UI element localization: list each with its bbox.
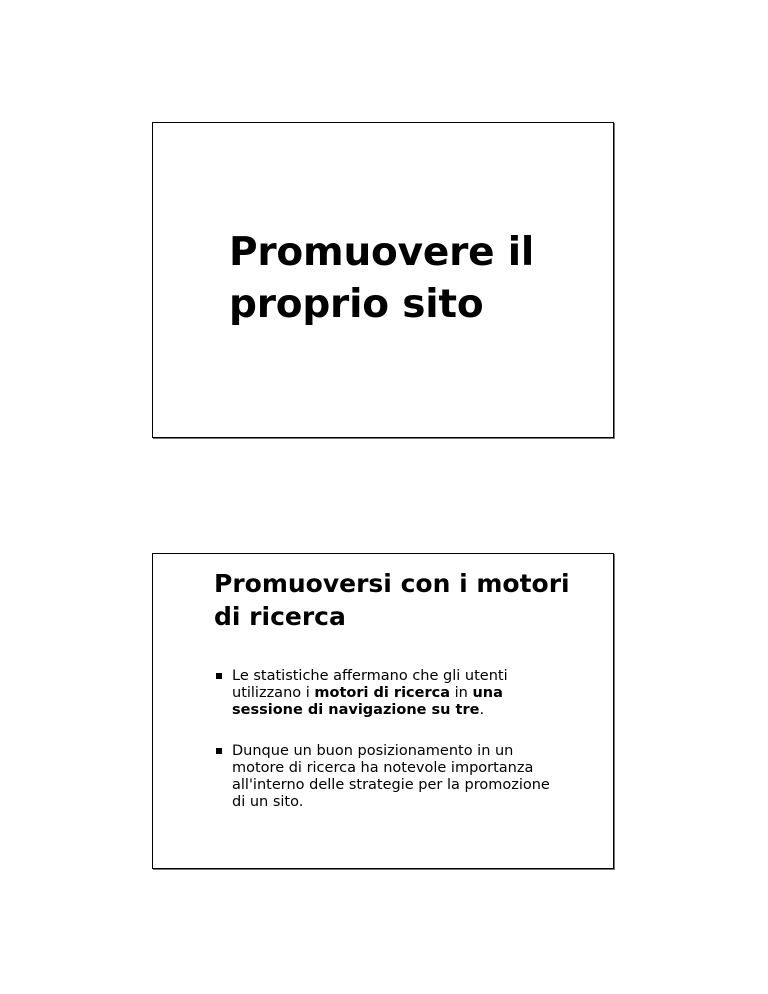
bullet-text-line: motore di ricerca ha notevole importanza bbox=[232, 760, 534, 776]
slide-2-title bbox=[214, 567, 570, 633]
bullet-item bbox=[214, 743, 594, 811]
slide-2 bbox=[152, 553, 614, 869]
bullet-text-line bbox=[232, 685, 594, 702]
slide-2-title-line: Promuoversi con i motori bbox=[214, 569, 570, 598]
slide-1-title-line: proprio sito bbox=[229, 282, 484, 327]
bullet-item bbox=[214, 668, 594, 719]
bullet-text: Le statistiche affermano che gli utenti bbox=[232, 668, 508, 684]
bullet-text-line: all'interno delle strategie per la promozione bbox=[232, 777, 550, 793]
bullet-text: . bbox=[479, 702, 485, 718]
bullet-emphasis: sessione di navigazione su tre bbox=[232, 702, 480, 718]
bullet-text-line bbox=[232, 702, 594, 719]
bullet-list bbox=[214, 668, 594, 835]
square-bullet-icon bbox=[216, 748, 222, 754]
bullet-emphasis: motori di ricerca bbox=[314, 685, 451, 701]
slide-2-title-line: di ricerca bbox=[214, 602, 346, 631]
bullet-text-line: Dunque un buon posizionamento in un bbox=[232, 743, 514, 759]
bullet-text-line: di un sito. bbox=[232, 794, 304, 810]
slide-1-title bbox=[229, 227, 534, 331]
bullet-emphasis: una bbox=[472, 685, 503, 701]
bullet-text-line bbox=[232, 668, 594, 685]
slide-1-title-line: Promuovere il bbox=[229, 230, 535, 275]
square-bullet-icon bbox=[216, 673, 222, 679]
bullet-text: utilizzano i bbox=[232, 685, 315, 701]
bullet-text: in bbox=[450, 685, 473, 701]
slide-1 bbox=[152, 122, 614, 438]
